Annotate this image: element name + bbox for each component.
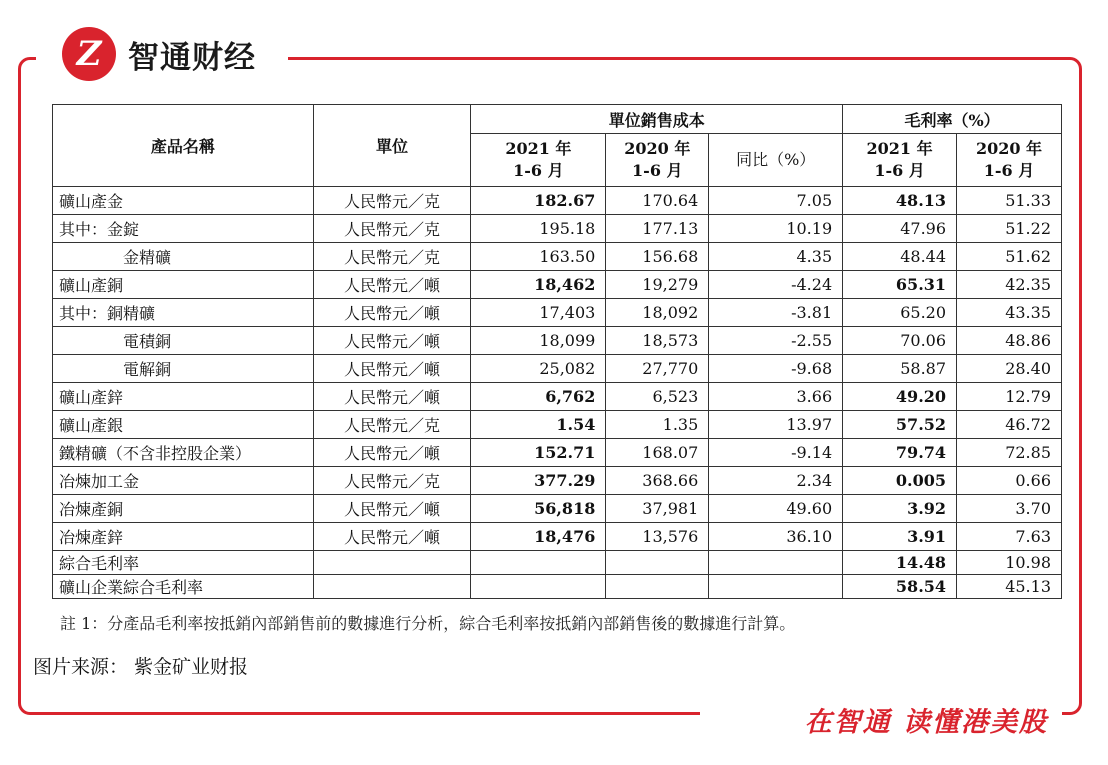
row-unit: 人民幣元／噸: [313, 495, 471, 523]
row-name: 其中：金錠: [53, 215, 314, 243]
row-unit: 人民幣元／噸: [313, 271, 471, 299]
cell-yoy: 4.35: [709, 243, 843, 271]
brand-logo: [62, 27, 256, 81]
cell-cost-2020: [606, 575, 709, 599]
row-name: 其中：銅精礦: [53, 299, 314, 327]
col-product: 產品名稱: [53, 105, 314, 187]
row-unit: 人民幣元／克: [313, 187, 471, 215]
cell-yoy: 49.60: [709, 495, 843, 523]
header-row-1: [53, 105, 1062, 134]
table-row: [53, 187, 1062, 215]
cell-margin-2021: 65.31: [843, 271, 957, 299]
row-name: 礦山企業綜合毛利率: [53, 575, 314, 599]
row-unit: 人民幣元／克: [313, 215, 471, 243]
col-unit: 單位: [313, 105, 471, 187]
table-row: [53, 551, 1062, 575]
row-name: 冶煉產銅: [53, 495, 314, 523]
col-cost-2021: 2021 年 1-6 月: [471, 134, 606, 187]
cell-cost-2021: 56,818: [471, 495, 606, 523]
cell-margin-2021: 79.74: [843, 439, 957, 467]
table-row: [53, 495, 1062, 523]
cell-yoy: [709, 551, 843, 575]
cell-margin-2021: 14.48: [843, 551, 957, 575]
cell-cost-2020: 177.13: [606, 215, 709, 243]
row-name: 冶煉加工金: [53, 467, 314, 495]
cell-cost-2020: 6,523: [606, 383, 709, 411]
cell-yoy: -3.81: [709, 299, 843, 327]
cell-cost-2020: 368.66: [606, 467, 709, 495]
row-unit: 人民幣元／克: [313, 411, 471, 439]
col-margin-2021: 2021 年 1-6 月: [843, 134, 957, 187]
cell-cost-2021: 18,476: [471, 523, 606, 551]
cell-yoy: -4.24: [709, 271, 843, 299]
cell-cost-2021: 18,462: [471, 271, 606, 299]
cell-cost-2020: 18,573: [606, 327, 709, 355]
cell-yoy: -9.68: [709, 355, 843, 383]
logo-icon: [62, 27, 116, 81]
row-unit: 人民幣元／克: [313, 467, 471, 495]
cell-margin-2021: 48.13: [843, 187, 957, 215]
cell-margin-2020: 28.40: [957, 355, 1062, 383]
cell-cost-2021: 182.67: [471, 187, 606, 215]
cell-margin-2020: 0.66: [957, 467, 1062, 495]
cell-margin-2020: 42.35: [957, 271, 1062, 299]
cell-cost-2021: 1.54: [471, 411, 606, 439]
row-name: 電解銅: [53, 355, 314, 383]
cell-yoy: 13.97: [709, 411, 843, 439]
row-name: 礦山產鋅: [53, 383, 314, 411]
cell-margin-2020: 3.70: [957, 495, 1062, 523]
cell-margin-2021: 49.20: [843, 383, 957, 411]
row-name: 金精礦: [53, 243, 314, 271]
table-row: [53, 355, 1062, 383]
col-group-cost: 單位銷售成本: [471, 105, 843, 134]
row-unit: 人民幣元／噸: [313, 355, 471, 383]
row-name: 綜合毛利率: [53, 551, 314, 575]
cell-margin-2020: 72.85: [957, 439, 1062, 467]
cell-yoy: 36.10: [709, 523, 843, 551]
cell-cost-2020: 19,279: [606, 271, 709, 299]
cell-cost-2020: 168.07: [606, 439, 709, 467]
row-name: 礦山產金: [53, 187, 314, 215]
brand-slogan: 在智通 读懂港美股: [804, 707, 1048, 738]
logo-mark: Z: [76, 34, 102, 74]
col-group-margin: 毛利率（%）: [843, 105, 1062, 134]
cell-yoy: [709, 575, 843, 599]
cell-cost-2020: 37,981: [606, 495, 709, 523]
cell-margin-2020: 45.13: [957, 575, 1062, 599]
cell-margin-2021: 48.44: [843, 243, 957, 271]
cell-yoy: 3.66: [709, 383, 843, 411]
cell-margin-2021: 70.06: [843, 327, 957, 355]
row-unit: [313, 551, 471, 575]
table-row: [53, 299, 1062, 327]
cell-margin-2020: 10.98: [957, 551, 1062, 575]
cell-cost-2021: 25,082: [471, 355, 606, 383]
cell-margin-2020: 51.62: [957, 243, 1062, 271]
cell-cost-2021: [471, 575, 606, 599]
table-footnote: 註 1：分產品毛利率按抵銷內部銷售前的數據進行分析，綜合毛利率按抵銷內部銷售後的數據進行計算。: [60, 614, 796, 633]
table-row: [53, 439, 1062, 467]
table-row: [53, 575, 1062, 599]
cell-cost-2021: 6,762: [471, 383, 606, 411]
cell-yoy: 10.19: [709, 215, 843, 243]
row-unit: 人民幣元／噸: [313, 523, 471, 551]
cell-yoy: -2.55: [709, 327, 843, 355]
cell-cost-2020: 13,576: [606, 523, 709, 551]
row-name: 礦山產銀: [53, 411, 314, 439]
cell-cost-2021: 152.71: [471, 439, 606, 467]
cell-cost-2020: 156.68: [606, 243, 709, 271]
cell-cost-2021: 18,099: [471, 327, 606, 355]
cell-margin-2021: 3.91: [843, 523, 957, 551]
cell-margin-2020: 46.72: [957, 411, 1062, 439]
row-unit: [313, 575, 471, 599]
cell-margin-2020: 7.63: [957, 523, 1062, 551]
col-yoy: 同比（%）: [709, 134, 843, 187]
row-name: 電積銅: [53, 327, 314, 355]
cell-yoy: 7.05: [709, 187, 843, 215]
col-cost-2020: 2020 年 1-6 月: [606, 134, 709, 187]
cell-margin-2021: 58.87: [843, 355, 957, 383]
row-name: 冶煉產鋅: [53, 523, 314, 551]
table-row: [53, 411, 1062, 439]
row-unit: 人民幣元／克: [313, 243, 471, 271]
table-row: [53, 327, 1062, 355]
row-unit: 人民幣元／噸: [313, 327, 471, 355]
row-name: 礦山產銅: [53, 271, 314, 299]
cell-margin-2021: 47.96: [843, 215, 957, 243]
table-row: [53, 467, 1062, 495]
cell-cost-2021: 377.29: [471, 467, 606, 495]
cell-margin-2020: 51.33: [957, 187, 1062, 215]
row-name: 鐵精礦（不含非控股企業）: [53, 439, 314, 467]
row-unit: 人民幣元／噸: [313, 439, 471, 467]
cell-margin-2020: 43.35: [957, 299, 1062, 327]
cell-margin-2021: 3.92: [843, 495, 957, 523]
table-row: [53, 243, 1062, 271]
cell-cost-2020: [606, 551, 709, 575]
cell-cost-2020: 18,092: [606, 299, 709, 327]
row-unit: 人民幣元／噸: [313, 299, 471, 327]
table-row: [53, 271, 1062, 299]
cell-margin-2021: 65.20: [843, 299, 957, 327]
cell-cost-2021: 195.18: [471, 215, 606, 243]
table-row: [53, 383, 1062, 411]
cell-cost-2021: 17,403: [471, 299, 606, 327]
table-row: [53, 215, 1062, 243]
cost-margin-table: [52, 104, 1062, 599]
cell-margin-2021: 57.52: [843, 411, 957, 439]
image-source: 图片来源： 紫金矿业财报: [33, 656, 249, 678]
cell-margin-2020: 12.79: [957, 383, 1062, 411]
table-row: [53, 523, 1062, 551]
cell-cost-2020: 1.35: [606, 411, 709, 439]
cell-margin-2020: 51.22: [957, 215, 1062, 243]
row-unit: 人民幣元／噸: [313, 383, 471, 411]
cell-yoy: -9.14: [709, 439, 843, 467]
cell-margin-2020: 48.86: [957, 327, 1062, 355]
cell-cost-2020: 170.64: [606, 187, 709, 215]
cell-cost-2020: 27,770: [606, 355, 709, 383]
brand-name: 智通财经: [128, 39, 256, 76]
col-margin-2020: 2020 年 1-6 月: [957, 134, 1062, 187]
cell-cost-2021: [471, 551, 606, 575]
cell-cost-2021: 163.50: [471, 243, 606, 271]
cell-yoy: 2.34: [709, 467, 843, 495]
cell-margin-2021: 0.005: [843, 467, 957, 495]
cell-margin-2021: 58.54: [843, 575, 957, 599]
